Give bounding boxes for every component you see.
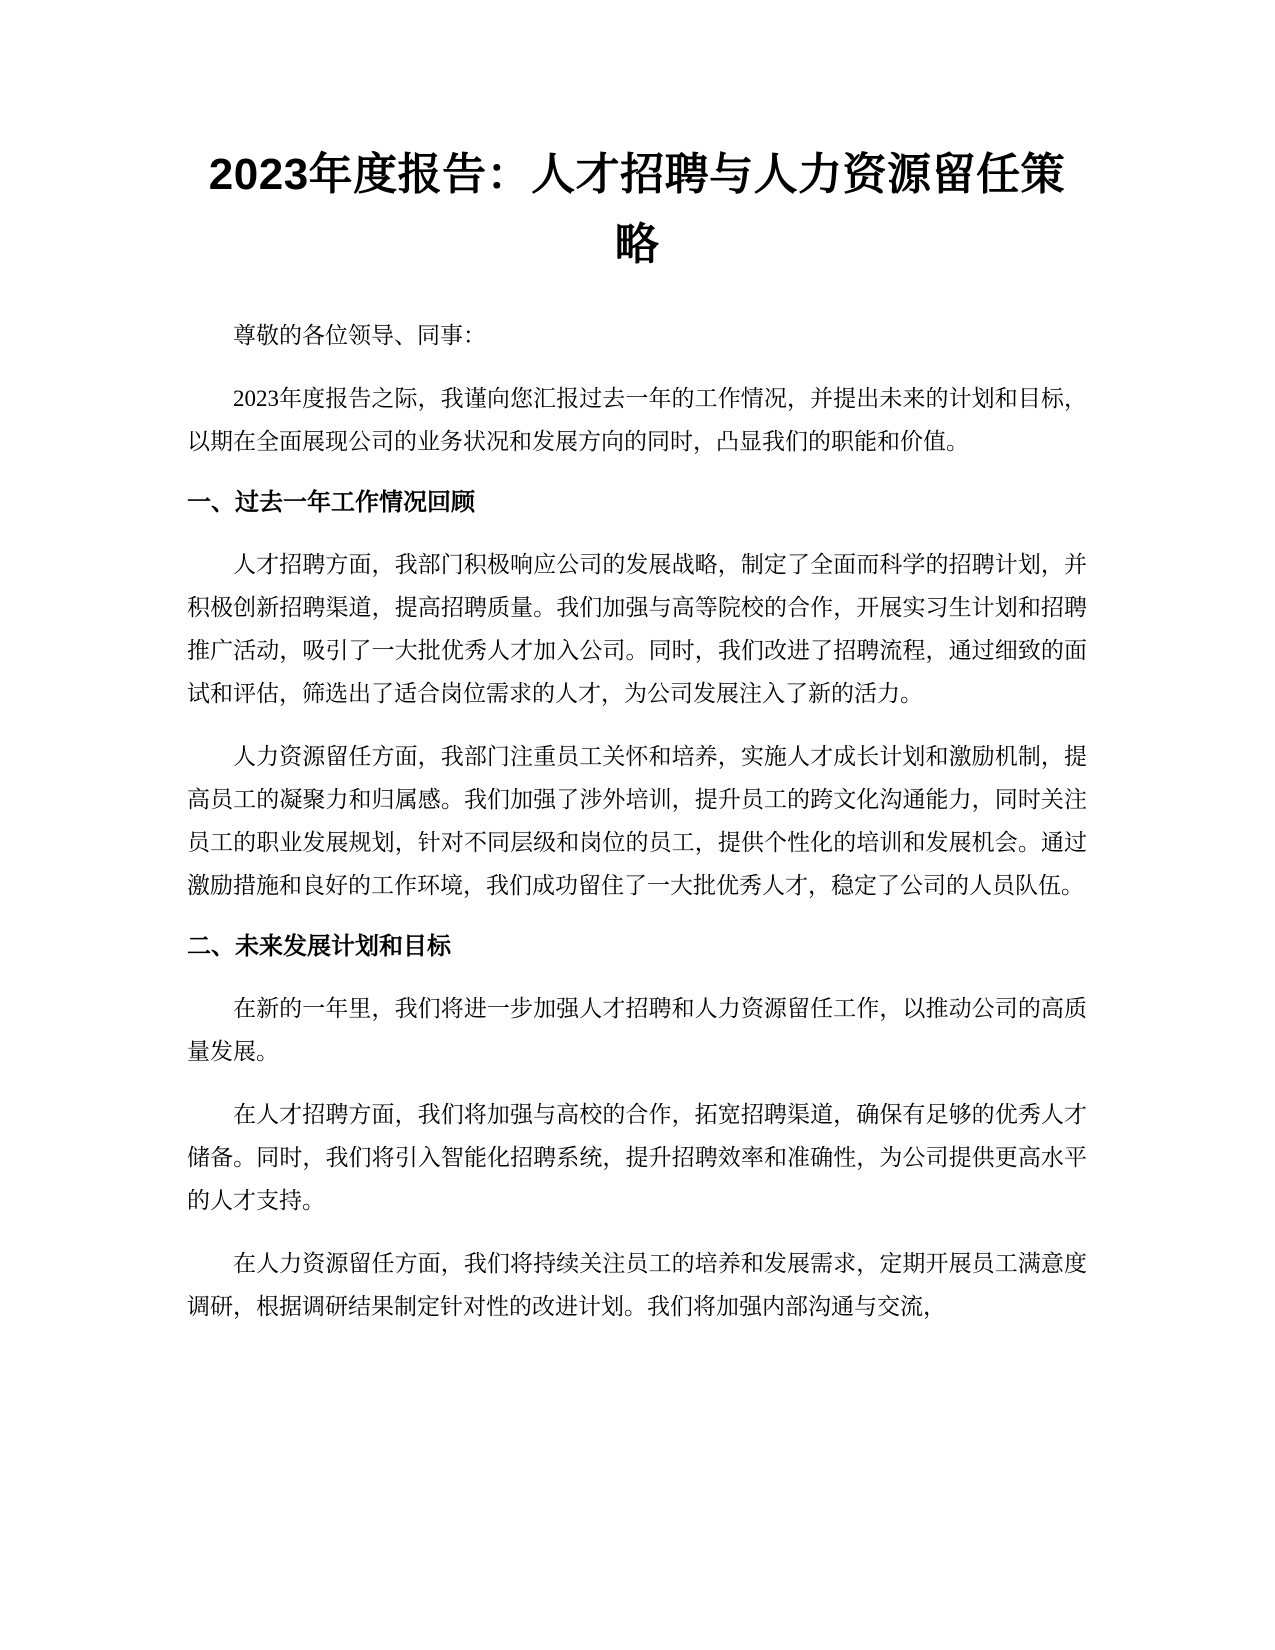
section-heading-review: 一、过去一年工作情况回顾 bbox=[187, 489, 475, 516]
retention-plan-paragraph: 在人力资源留任方面，我们将持续关注员工的培养和发展需求，定期开展员工满意度调研，根据调研结果制定针对性的改进计划。我们将加强内部沟通与交流， bbox=[187, 1251, 1087, 1319]
retention-review-paragraph: 人力资源留任方面，我部门注重员工关怀和培养，实施人才成长计划和激励机制，提高员工的凝聚力和归属感。我们加强了涉外培训，提升员工的跨文化沟通能力，同时关注员工的职业发展规划，针对不同层级和岗位的员工，提供个性化的培训和发展机会。通过激励措施和良好的工作环境，我们成功留住了一大批优秀人才，稳定了公司的人员队伍。 bbox=[187, 744, 1087, 898]
document-body bbox=[187, 140, 1087, 1348]
intro-paragraph: 2023年度报告之际，我谨向您汇报过去一年的工作情况，并提出未来的计划和目标，以期在全面展现公司的业务状况和发展方向的同时，凸显我们的职能和价值。 bbox=[187, 386, 1087, 454]
salutation-paragraph: 尊敬的各位领导、同事： bbox=[233, 323, 486, 348]
recruitment-plan-paragraph: 在人才招聘方面，我们将加强与高校的合作，拓宽招聘渠道，确保有足够的优秀人才储备。同时，我们将引入智能化招聘系统，提升招聘效率和准确性，为公司提供更高水平的人才支持。 bbox=[187, 1102, 1087, 1213]
section-heading-plans: 二、未来发展计划和目标 bbox=[187, 933, 451, 960]
recruitment-review-paragraph: 人才招聘方面，我部门积极响应公司的发展战略，制定了全面而科学的招聘计划，并积极创新招聘渠道，提高招聘质量。我们加强与高等院校的合作，开展实习生计划和招聘推广活动，吸引了一大批优秀人才加入公司。同时，我们改进了招聘流程，通过细致的面试和评估，筛选出了适合岗位需求的人才，为公司发展注入了新的活力。 bbox=[187, 552, 1087, 706]
plans-intro-paragraph: 在新的一年里，我们将进一步加强人才招聘和人力资源留任工作，以推动公司的高质量发展。 bbox=[187, 996, 1087, 1064]
document-title: 2023年度报告：人才招聘与人力资源留任策略 bbox=[208, 150, 1066, 269]
